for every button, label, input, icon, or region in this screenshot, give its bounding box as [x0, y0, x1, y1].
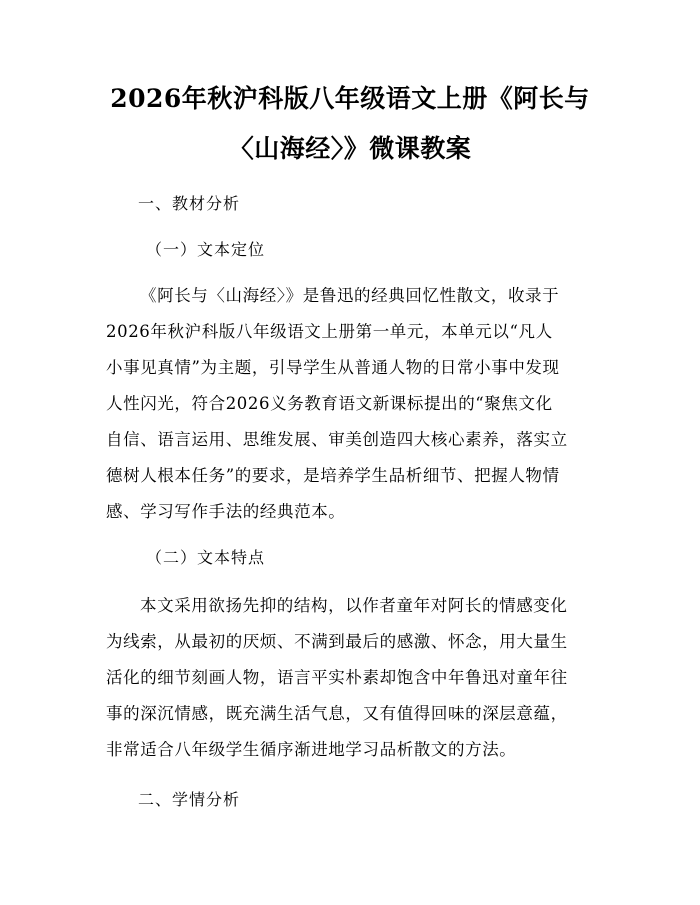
paragraph-line: 德树人根本任务”的要求，是培养学生品析细节、把握人物情 [106, 466, 560, 485]
paragraph-line: 活化的细节刻画人物，语言平实朴素却饱含中年鲁迅对童年往 [106, 668, 568, 687]
paragraph-line: 2026年秋沪科版八年级语文上册第一单元，本单元以“凡人 [106, 322, 553, 341]
paragraph-line: 感、学习写作手法的经典范本。 [106, 502, 346, 521]
section-heading-student-analysis: 二、学情分析 [138, 790, 241, 809]
paragraph-line: 人性闪光，符合2026义务教育语文新课标提出的“聚焦文化 [106, 394, 553, 413]
paragraph-line: 为线索，从最初的厌烦、不满到最后的感激、怀念，用大量生 [106, 632, 568, 651]
paragraph-line: 事的深沉情感，既充满生活气息，又有值得回味的深层意蕴， [106, 704, 568, 723]
document-title-line-2: 〈山海经〉》微课教案 [228, 134, 472, 163]
paragraph-line: 非常适合八年级学生循序渐进地学习品析散文的方法。 [106, 740, 517, 759]
section-heading-textbook-analysis: 一、教材分析 [138, 194, 241, 213]
document-title-line-1: 2026年秋沪科版八年级语文上册《阿长与 [110, 84, 590, 113]
paragraph-line: 本文采用欲扬先抑的结构，以作者童年对阿长的情感变化 [140, 596, 568, 615]
subheading-text-positioning: （一）文本定位 [146, 240, 266, 259]
subheading-text-features: （二）文本特点 [146, 548, 266, 567]
paragraph-line: 小事见真情”为主题，引导学生从普通人物的日常小事中发现 [106, 358, 560, 377]
paragraph-line: 自信、语言运用、思维发展、审美创造四大核心素养，落实立 [106, 430, 568, 449]
paragraph-line: 《阿长与〈山海经〉》是鲁迅的经典回忆性散文，收录于 [140, 286, 560, 305]
